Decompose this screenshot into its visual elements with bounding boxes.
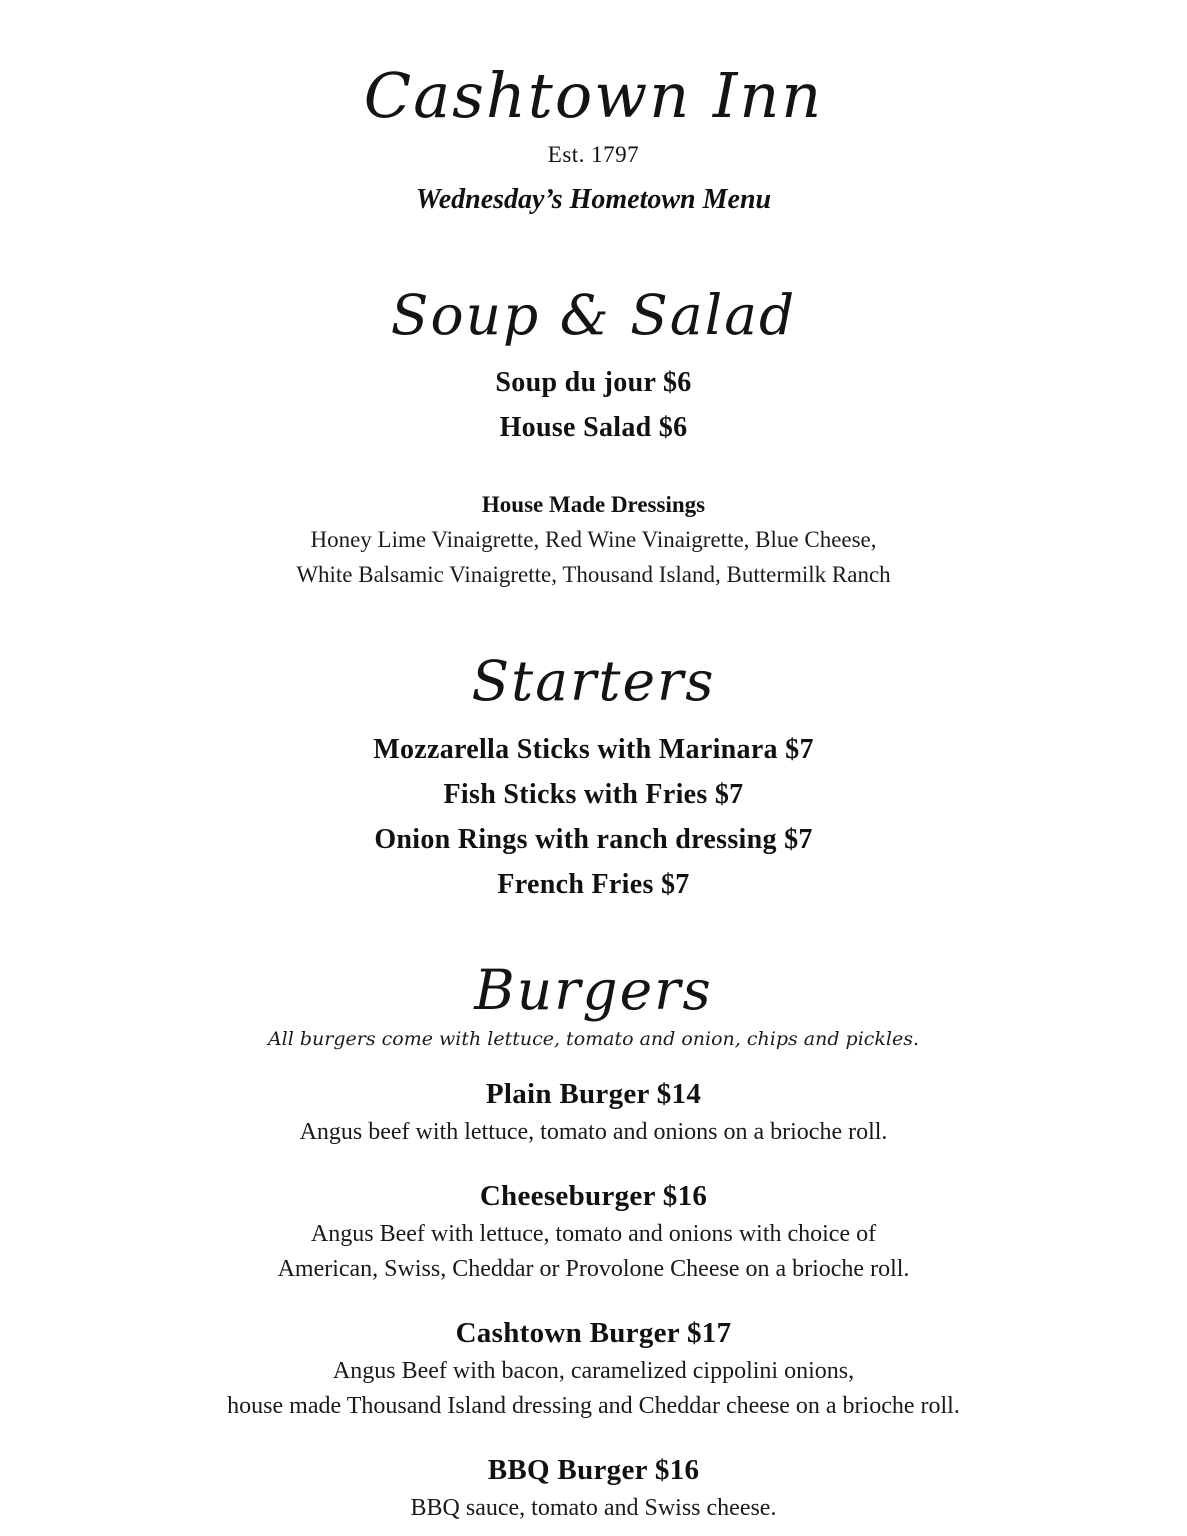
cashtown-burger-description-line-1: Angus Beef with bacon, caramelized cippolini onions, [332,1357,855,1384]
menu-item-onion-rings: Onion Rings with ranch dressing $7 [374,823,813,855]
soup-salad-items [0,367,1187,444]
section-soup-salad [0,284,1187,588]
menu-item-french-fries: French Fries $7 [497,868,690,900]
menu-header [0,59,1187,216]
menu-item-bbq-burger [0,1454,1187,1522]
section-starters [0,650,1187,900]
section-burgers [0,959,1187,1522]
restaurant-name: Cashtown Inn [363,59,824,132]
burgers-subtitle: All burgers come with lettuce, tomato and onion, chips and pickles. [267,1027,920,1050]
menu-item-plain-burger [0,1078,1187,1146]
menu-item-house-salad: House Salad $6 [499,412,688,444]
starters-items [0,734,1187,901]
menu-item-cheeseburger [0,1180,1187,1283]
established-text: Est. 1797 [547,142,640,168]
cheeseburger-name: Cheeseburger $16 [479,1179,708,1212]
section-title-soup-salad: Soup & Salad [390,283,797,348]
menu-item-mozzarella-sticks: Mozzarella Sticks with Marinara $7 [373,733,814,765]
menu-item-cashtown-burger [0,1317,1187,1420]
menu-item-soup-du-jour: Soup du jour $6 [495,367,692,399]
cashtown-burger-description-line-2: house made Thousand Island dressing and Cheddar cheese on a brioche roll. [227,1392,960,1419]
cashtown-burger-name: Cashtown Burger $17 [455,1316,732,1349]
plain-burger-name: Plain Burger $14 [485,1077,702,1110]
plain-burger-description: Angus beef with lettuce, tomato and onions on a brioche roll. [299,1118,888,1145]
cheeseburger-description-line-2: American, Swiss, Cheddar or Provolone Cheese on a brioche roll. [277,1255,910,1282]
bbq-burger-description: BBQ sauce, tomato and Swiss cheese. [410,1494,777,1521]
menu-title: Wednesday’s Hometown Menu [415,184,772,216]
dressings-note [0,492,1187,588]
menu-item-fish-sticks: Fish Sticks with Fries $7 [443,778,744,810]
section-title-starters: Starters [471,649,716,714]
dressings-line-2: White Balsamic Vinaigrette, Thousand Island, Buttermilk Ranch [296,562,891,588]
dressings-title: House Made Dressings [481,492,706,518]
dressings-line-1: Honey Lime Vinaigrette, Red Wine Vinaigrette, Blue Cheese, [310,527,877,553]
section-title-burgers: Burgers [474,957,713,1022]
bbq-burger-name: BBQ Burger $16 [487,1453,700,1486]
cheeseburger-description-line-1: Angus Beef with lettuce, tomato and onions with choice of [310,1220,877,1247]
